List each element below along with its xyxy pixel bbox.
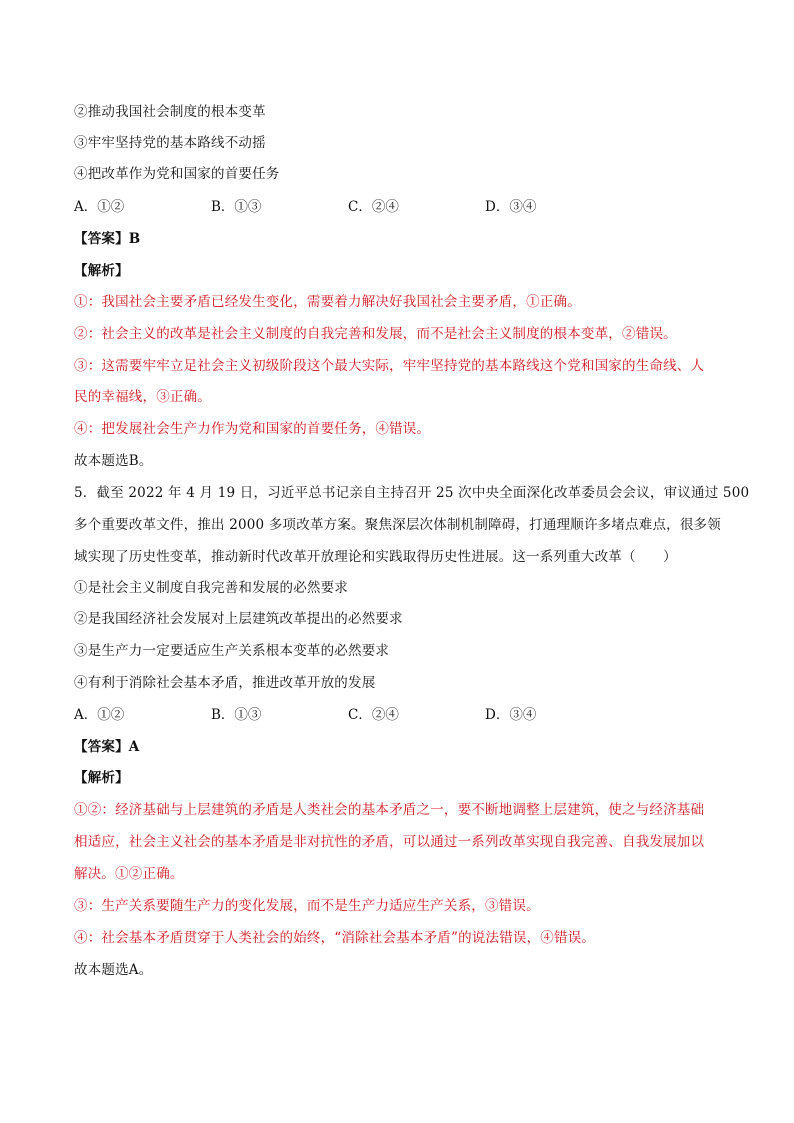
q5-option-d: D．③④ — [485, 707, 537, 723]
q4-analysis-label: 【解析】 — [74, 263, 129, 279]
q5-stem-line-3: 域实现了历史性变革，推动新时代改革开放理论和实践取得历史性进展。这一系列重大改革（ ） — [74, 549, 677, 565]
q4-statement-4: ④把改革作为党和国家的首要任务 — [74, 166, 280, 182]
q5-options — [74, 705, 714, 725]
q4-conclusion: 故本题选B。 — [74, 453, 153, 469]
q4-answer-label: 【答案】B — [74, 231, 141, 247]
q4-option-a: A．①② — [74, 199, 125, 215]
q5-option-c: C．②④ — [348, 707, 399, 723]
q5-analysis-line-3: 解决。①②正确。 — [74, 866, 184, 882]
q4-analysis-line-5: ④：把发展社会生产力作为党和国家的首要任务，④错误。 — [74, 421, 431, 437]
q4-option-c: C．②④ — [348, 199, 399, 215]
q5-analysis-label: 【解析】 — [74, 770, 129, 786]
q5-analysis-line-1: ①②：经济基础与上层建筑的矛盾是人类社会的基本矛盾之一，要不断地调整上层建筑，使之与经济基础 — [74, 802, 705, 818]
q4-statement-2: ②推动我国社会制度的根本变革 — [74, 104, 266, 120]
q5-analysis-line-5: ④：社会基本矛盾贯穿于人类社会的始终，“消除社会基本矛盾”的说法错误，④错误。 — [74, 930, 596, 946]
q4-analysis-line-3: ③：这需要牢牢立足社会主义初级阶段这个最大实际，牢牢坚持党的基本路线这个党和国家的生命线、人 — [74, 358, 705, 374]
q5-analysis-line-2: 相适应，社会主义社会的基本矛盾是非对抗性的矛盾，可以通过一系列改革实现自我完善、自我发展加以 — [74, 834, 705, 850]
q4-analysis-line-4: 民的幸福线，③正确。 — [74, 389, 211, 405]
q5-stem-line-1: 5．截至 2022 年 4 月 19 日，习近平总书记亲自主持召开 25 次中央全面深化改革委员会会议，审议通过 500 — [74, 485, 750, 501]
q5-conclusion: 故本题选A。 — [74, 962, 153, 978]
q5-statement-3: ③是生产力一定要适应生产关系根本变革的必然要求 — [74, 643, 390, 659]
q5-answer-label: 【答案】A — [74, 739, 140, 755]
q4-statement-3: ③牢牢坚持党的基本路线不动摇 — [74, 135, 266, 151]
q4-analysis-line-1: ①：我国社会主要矛盾已经发生变化，需要着力解决好我国社会主要矛盾，①正确。 — [74, 294, 581, 310]
q5-statement-2: ②是我国经济社会发展对上层建筑改革提出的必然要求 — [74, 611, 403, 627]
q5-statement-1: ①是社会主义制度自我完善和发展的必然要求 — [74, 580, 348, 596]
q4-options — [74, 197, 714, 217]
q5-stem-line-2: 多个重要改革文件，推出 2000 多项改革方案。聚焦深层次体制机制障碍，打通理顺许多堵点难点，很多领 — [74, 517, 721, 533]
q5-statement-4: ④有利于消除社会基本矛盾，推进改革开放的发展 — [74, 675, 376, 691]
q5-analysis-line-4: ③：生产关系要随生产力的变化发展，而不是生产力适应生产关系，③错误。 — [74, 898, 540, 914]
q5-option-a: A．①② — [74, 707, 125, 723]
q4-option-d: D．③④ — [485, 199, 537, 215]
q4-option-b: B．①③ — [211, 199, 262, 215]
q4-analysis-line-2: ②：社会主义的改革是社会主义制度的自我完善和发展，而不是社会主义制度的根本变革，②错误。 — [74, 326, 677, 342]
q5-option-b: B．①③ — [211, 707, 262, 723]
